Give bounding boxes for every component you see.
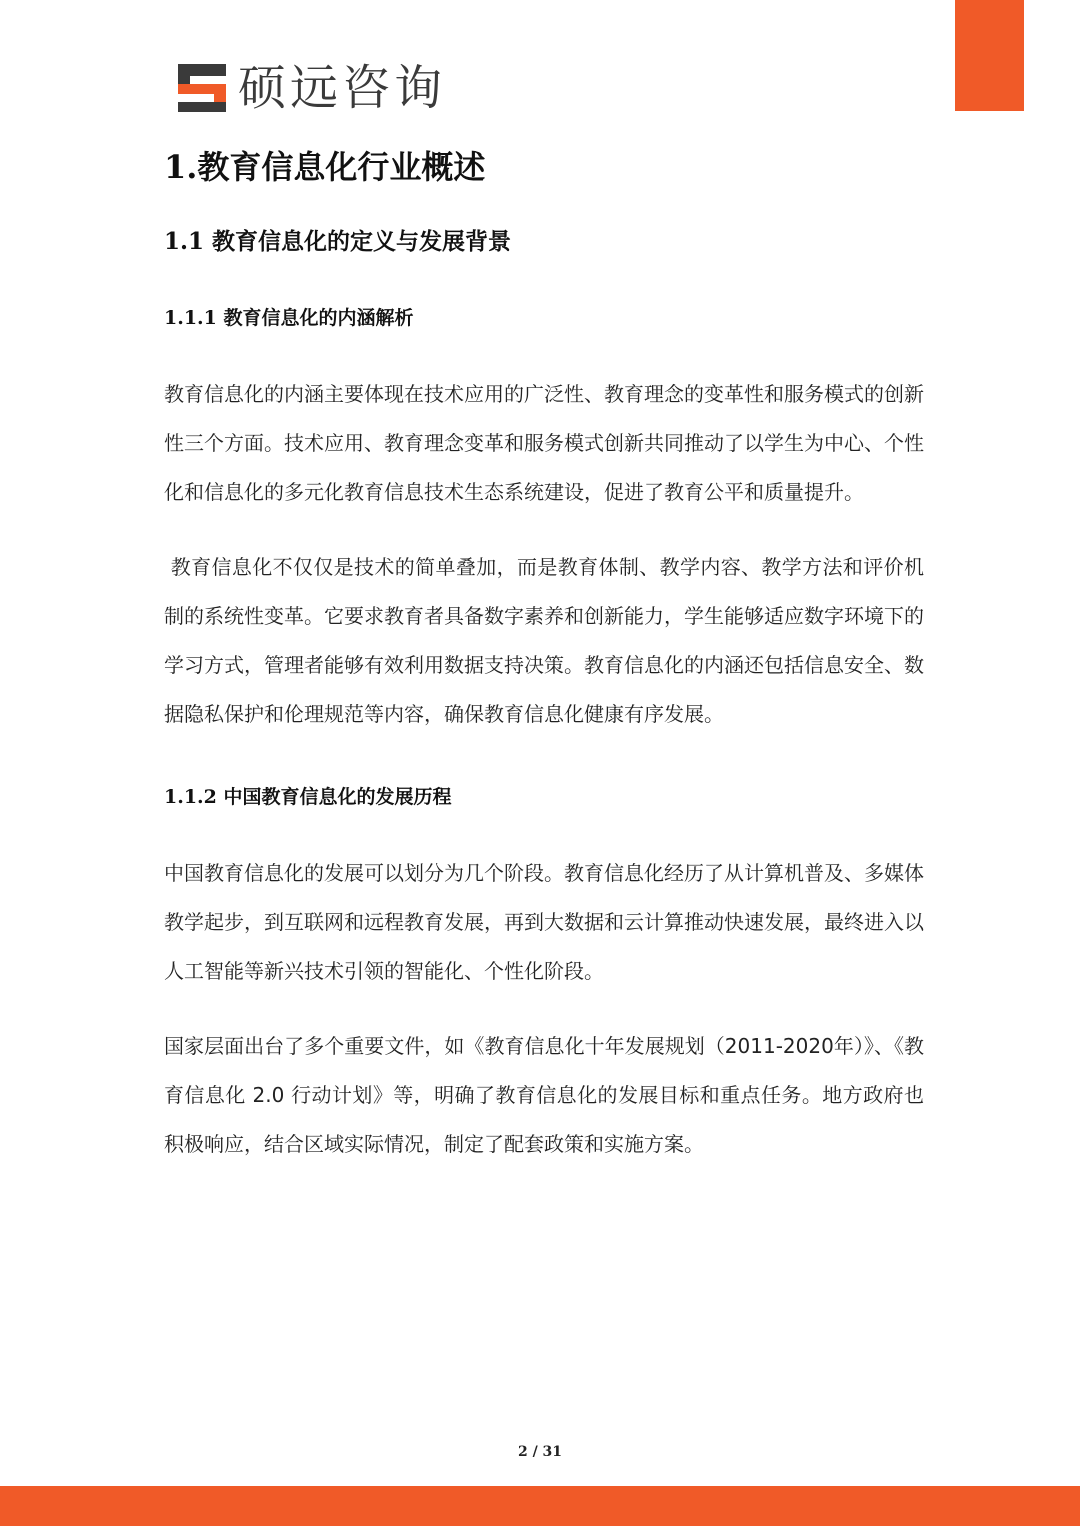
paragraph: 中国教育信息化的发展可以划分为几个阶段。教育信息化经历了从计算机普及、多媒体教学起步，到互联网和远程教育发展，再到大数据和云计算推动快速发展，最终进入以人工智能等新兴技术引领的智能化、个性化阶段。 [164, 861, 924, 983]
subsection-heading: 1.1.2 中国教育信息化的发展历程 [164, 786, 452, 808]
paragraph: 国家层面出台了多个重要文件，如《教育信息化十年发展规划（2011-2020年）》、《教育信息化 2.0 行动计划》等，明确了教育信息化的发展目标和重点任务。地方政府也积极响应，结合区域实际情况，制定了配套政策和实施方案。 [164, 1034, 924, 1156]
section-heading: 1.1 教育信息化的定义与发展背景 [164, 228, 512, 255]
brand-name: 硕远咨询 [238, 60, 447, 116]
corner-accent-block [955, 0, 1024, 111]
page-number: 2 / 31 [517, 1444, 563, 1460]
brand-mark-icon [176, 62, 228, 114]
subsection-heading: 1.1.1 教育信息化的内涵解析 [164, 307, 414, 329]
document-body [164, 140, 924, 1169]
paragraph: 教育信息化的内涵主要体现在技术应用的广泛性、教育理念的变革性和服务模式的创新性三个方面。技术应用、教育理念变革和服务模式创新共同推动了以学生为中心、个性化和信息化的多元化教育信息技术生态系统建设，促进了教育公平和质量提升。 [164, 382, 924, 504]
footer-accent-bar [0, 1486, 1080, 1526]
brand-logo [176, 58, 446, 118]
page-title: 1.教育信息化行业概述 [164, 148, 486, 186]
paragraph: 教育信息化不仅仅是技术的简单叠加，而是教育体制、教学内容、教学方法和评价机制的系统性变革。它要求教育者具备数字素养和创新能力，学生能够适应数字环境下的学习方式，管理者能够有效利用数据支持决策。教育信息化的内涵还包括信息安全、数据隐私保护和伦理规范等内容，确保教育信息化健康有序发展。 [164, 555, 925, 726]
